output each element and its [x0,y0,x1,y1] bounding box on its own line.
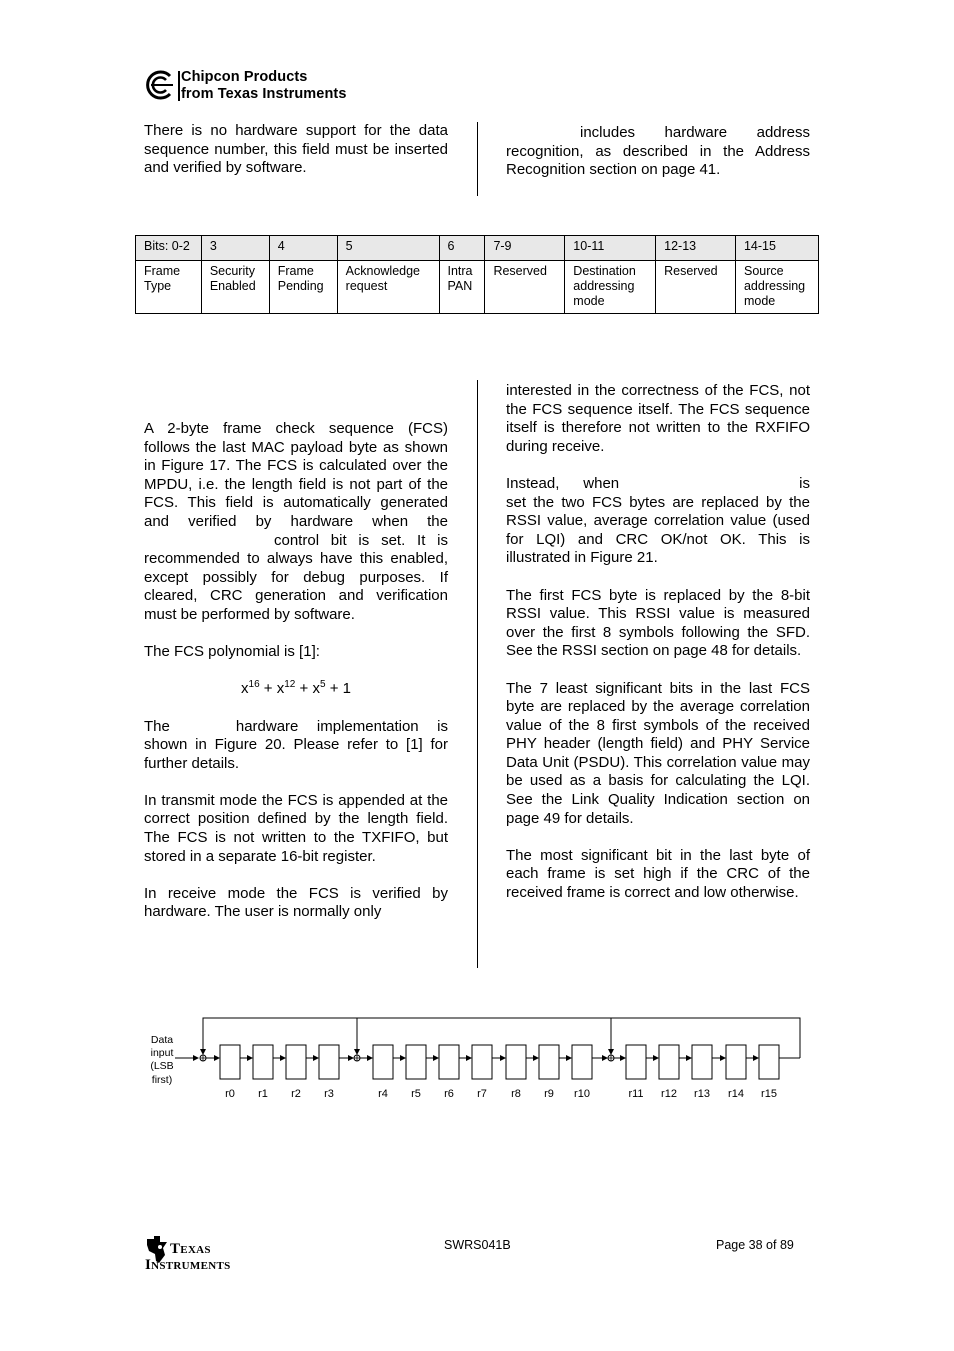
fcs-replaced-paragraph [506,475,810,568]
register-r11 [626,1045,646,1079]
column-divider-main [477,380,478,968]
top-right-paragraph [506,124,810,180]
register-label: r5 [411,1088,421,1100]
register-label: r13 [694,1088,710,1100]
fcs-paragraph-gap-tail: control bit is [274,531,370,549]
fcs-replaced-lead: Instead, when [506,474,620,492]
register-r10 [572,1045,592,1079]
fcs-paragraph [144,420,448,625]
table-row [136,261,819,314]
register-r5 [406,1045,426,1079]
fcs-paragraph-rest: set. It is recommended to always have this enabled, except possibly for debug purposes. If cleared, CRC generation and verification must be performed by software. [144,531,448,623]
table-header-cell: 4 [269,236,337,261]
polynomial-intro: The FCS polynomial is [1]: [144,643,320,661]
fcs-correctness-paragraph: interested in the correctness of the FCS, not the FCS sequence itself. The FCS sequence itself is therefore not written to the RXFIFO during receive. [506,382,810,455]
register-r9 [539,1045,559,1079]
table-header-cell: 14-15 [735,236,818,261]
register-label: r4 [378,1088,388,1100]
register-r8 [506,1045,526,1079]
table-cell: Destination addressing mode [565,261,656,314]
register-label: r7 [477,1088,487,1100]
fcs-replaced-rest: set the two FCS bytes are replaced by the RSSI value, average correlation value (used for LQI) and CRC OK/not OK. This is illustrated in Figure 21. [506,493,810,567]
left-column [144,420,448,922]
register-label: r6 [444,1088,454,1100]
register-r6 [439,1045,459,1079]
table-header-cell: 6 [439,236,485,261]
register-r2 [286,1045,306,1079]
frame-control-field-table [135,235,819,314]
register-r1 [253,1045,273,1079]
correlation-paragraph: The 7 least significant bits in the last FCS byte are replaced by the average correlation value of the 8 first symbols of the received PHY header (length field) and PHY Service Data Unit (PSDU). This correlation value may be used as a basis for calculating the LQI. See the Link Quality Indication section on page 49 for details. [506,679,810,827]
crc-shift-register-diagram [140,1010,820,1110]
table-header-cell: 7-9 [485,236,565,261]
register-label: r0 [225,1088,235,1100]
top-right-text: includes hardware address recognition, as described in the Address Recognition section on page 41. [506,124,810,179]
right-column [506,382,810,903]
ti-line-1: Texas [170,1241,211,1257]
top-left-paragraph [144,122,448,178]
register-label: r8 [511,1088,521,1100]
brand-line-1: Chipcon Products [181,69,308,85]
register-r15 [759,1045,779,1079]
column-divider-top [477,122,478,196]
logo-divider [178,71,180,101]
hardware-implementation-paragraph [144,718,448,774]
register-r14 [726,1045,746,1079]
hw-impl-rest: shown in Figure 20. Please refer to [1] for further details. [144,736,448,772]
table-cell: Reserved [656,261,736,314]
input-label-line: Data [150,1034,174,1046]
ti-line-2: Instruments [145,1257,231,1273]
table-cell: Acknowledge request [337,261,439,314]
table-cell: Frame Pending [269,261,337,314]
table-cell: Frame Type [136,261,202,314]
register-r12 [659,1045,679,1079]
fcs-polynomial: $x^{16} + x^{12} + x^5 + 1$ [241,679,351,698]
register-label: r2 [291,1088,301,1100]
page-number: Page 38 of 89 [716,1238,794,1252]
table-header-cell: 12-13 [656,236,736,261]
brand-name [181,69,347,103]
top-left-text: There is no hardware support for the data sequence number, this field must be inserted and verified by software. [144,122,448,177]
register-r7 [472,1045,492,1079]
register-label: r15 [761,1088,777,1100]
register-chain [220,1045,779,1100]
table-cell: Security Enabled [201,261,269,314]
texas-instruments-wordmark [170,1242,211,1257]
data-input-label [150,1034,173,1086]
fcs-replaced-tail: is [799,474,810,492]
register-r3 [319,1045,339,1079]
table-cell: Intra PAN [439,261,485,314]
chipcon-logo-icon [143,68,177,102]
input-label-line: input [150,1047,174,1059]
hw-impl-lead: The [144,717,170,735]
input-label-line: first) [151,1074,173,1086]
register-label: r14 [728,1088,744,1100]
input-label-line: (LSB [150,1060,174,1072]
register-r13 [692,1045,712,1079]
crc-bit-paragraph: The most significant bit in the last byte of each frame is set high if the CRC of the received frame is correct and low otherwise. [506,846,810,902]
table-cell: Reserved [485,261,565,314]
fcs-paragraph-text: A 2-byte frame check sequence (FCS) follows the last MAC payload byte as shown in Figure 17. The FCS is calculated over the MPDU, i.e. the length field is not part of the FCS. This field is automatically generated and verified by hardware when the [144,420,448,530]
table-header-cell: 5 [337,236,439,261]
transmit-mode-paragraph: In transmit mode the FCS is appended at the correct position defined by the length field. The FCS is not written to the TXFIFO, but stored in a separate 16-bit register. [144,791,448,865]
register-r0 [220,1045,240,1079]
register-label: r12 [661,1088,677,1100]
hw-impl-tail: hardware implementation is [235,717,448,735]
document-id: SWRS041B [444,1238,511,1252]
brand-line-2: from Texas Instruments [181,86,347,102]
receive-mode-paragraph: In receive mode the FCS is verified by hardware. The user is normally only [144,884,448,921]
register-label: r3 [324,1088,334,1100]
register-label: r11 [628,1088,644,1100]
table-header-cell: 10-11 [565,236,656,261]
table-header-cell: Bits: 0-2 [136,236,202,261]
ti-line-2-wrap [145,1258,231,1273]
register-r4 [373,1045,393,1079]
register-label: r1 [258,1088,268,1100]
rssi-paragraph: The first FCS byte is replaced by the 8-bit RSSI value. This RSSI value is measured over the first 8 symbols following the SFD. See the RSSI section on page 48 for details. [506,586,810,660]
register-label: r10 [574,1088,590,1100]
table-cell: Source addressing mode [735,261,818,314]
table-header-cell: 3 [201,236,269,261]
table-header-row [136,236,819,261]
register-label: r9 [544,1088,554,1100]
